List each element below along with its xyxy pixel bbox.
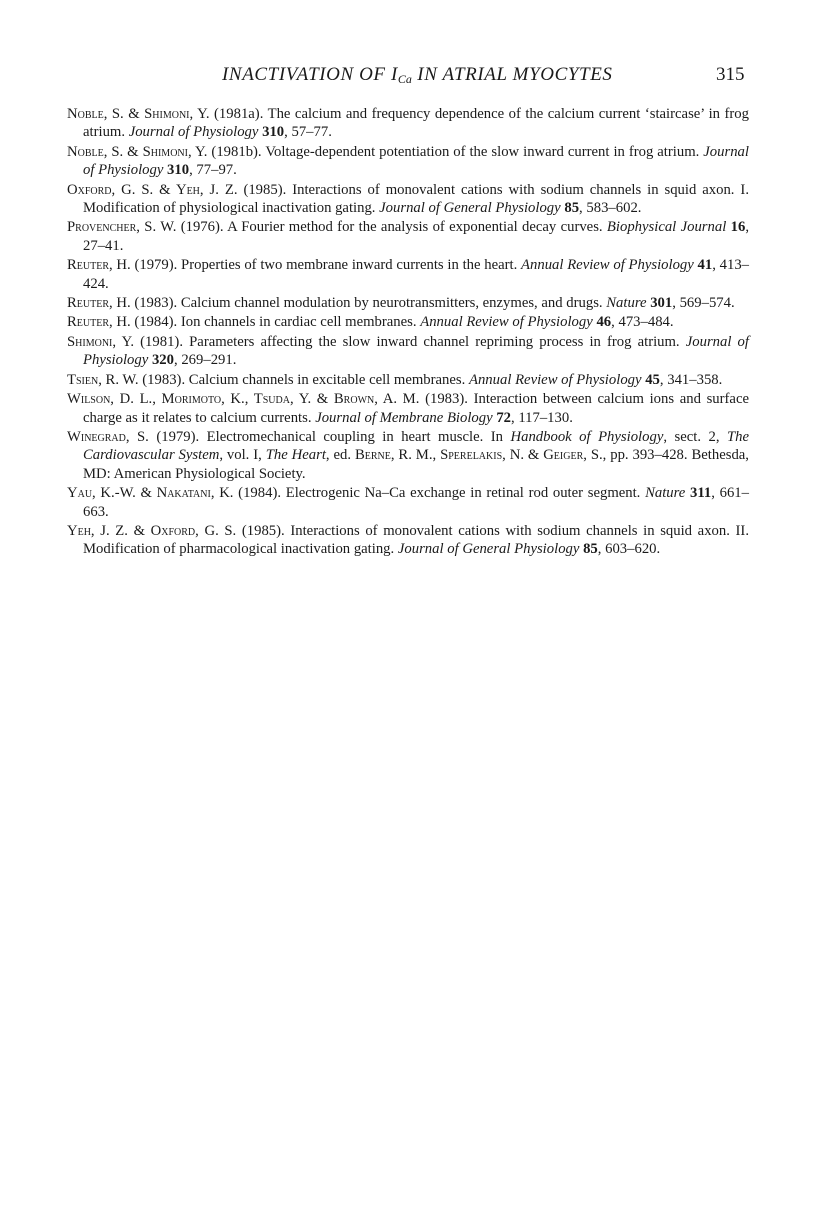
ref-title: Voltage-dependent potentiation of the slow inward current in frog atrium. [265, 143, 704, 160]
ref-year: (1981b). [207, 143, 266, 160]
ref-pages: , 27–41. [83, 219, 749, 254]
ref-journal: Journal of General Physiology [397, 541, 580, 558]
reference-shimoni-1981 [67, 333, 749, 370]
ref-pages: , 569–574. [672, 295, 735, 312]
ref-title: The calcium and frequency dependence of the calcium current ‘staircase’ in frog atrium. [83, 106, 749, 141]
reference-reuter-1983 [67, 294, 749, 312]
ref-journal: Nature [645, 485, 686, 502]
ref-journal: Journal of General Physiology [379, 200, 561, 217]
ref-pages: , 269–291. [173, 352, 237, 369]
ref-pages: , 77–97. [189, 162, 237, 179]
reference-yeh-1985 [67, 522, 749, 559]
ref-journal: Journal of Membrane Biology [315, 409, 493, 426]
ref-volume: 16 [726, 219, 746, 236]
ref-journal: Journal of Physiology [83, 333, 749, 369]
ref-series: The Cardiovascular System [83, 428, 750, 464]
reference-tsien-1983 [67, 371, 749, 389]
ref-year: (1979). [130, 257, 182, 274]
ref-journal: Biophysical Journal [606, 219, 727, 236]
ref-authors: Tsien, R. W. [67, 371, 139, 388]
ref-volume: 301 [646, 295, 673, 312]
ref-authors: Winegrad, S. [67, 428, 149, 445]
ref-pages: , 341–358. [659, 371, 723, 388]
ref-pages: , 413–424. [83, 257, 750, 292]
ref-title: Electrogenic Na–Ca exchange in retinal rod outer segment. [285, 485, 646, 502]
ref-journal: Annual Review of Physiology [420, 314, 593, 331]
ref-year: (1983). [419, 391, 474, 408]
ref-journal: Journal of Physiology [128, 124, 259, 141]
ref-authors: Wilson, D. L., Morimoto, K., Tsuda, Y. & Brown, A. M. [67, 391, 420, 408]
ref-year: (1985). [237, 181, 293, 198]
ref-volume: 320 [148, 352, 174, 369]
ref-authors: Reuter, H. [67, 257, 131, 274]
ref-year: (1976). [176, 219, 228, 236]
ref-journal: Annual Review of Physiology [468, 371, 642, 388]
reference-noble-1981a [67, 105, 749, 142]
ref-authors: Shimoni, Y. [67, 333, 135, 350]
reference-reuter-1979 [67, 256, 749, 293]
ref-title: Calcium channels in excitable cell membranes. [188, 371, 469, 388]
ref-volume: 310 [163, 162, 190, 179]
running-header [0, 64, 816, 94]
ref-year: (1983). [130, 295, 181, 312]
ref-volume: 85 [579, 541, 598, 558]
ref-ed: , ed. [325, 447, 355, 464]
ref-book-title: Handbook of Physiology [510, 428, 664, 445]
ref-pages: , 473–484. [611, 314, 674, 331]
ref-authors: Noble, S. & Shimoni, Y. [67, 106, 210, 122]
reference-noble-1981b [67, 143, 749, 180]
ref-title: Interactions of monovalent cations with sodium channels in squid axon. II. Modification of pharmacological inactivation gating. [83, 522, 749, 558]
ref-pages: , 603–620. [597, 541, 661, 558]
ref-volume: 311 [685, 485, 712, 502]
ref-journal: Journal of Physiology [83, 143, 749, 179]
ref-volume: 41 [693, 257, 713, 274]
ref-volume: 85 [560, 200, 580, 217]
ref-volume: 72 [492, 409, 511, 426]
ref-authors: Reuter, H. [67, 314, 131, 331]
reference-oxford-1985 [67, 181, 749, 218]
ref-editors: Berne, R. M., Sperelakis, N. & Geiger, S. [354, 447, 603, 464]
ref-year: (1979). [148, 428, 207, 445]
title-subscript: Ca [397, 72, 412, 86]
ref-pages: , 117–130. [511, 409, 573, 426]
reference-provencher-1976 [67, 218, 749, 255]
ref-authors: Oxford, G. S. & Yeh, J. Z. [67, 181, 238, 198]
ref-title: Electromechanical coupling in heart muscle. In [206, 428, 511, 445]
ref-section: , sect. 2, [663, 428, 727, 445]
ref-title: Interaction between calcium ions and surface charge as it relates to calcium currents. [83, 391, 749, 426]
ref-volume: 45 [641, 371, 660, 388]
ref-volume: 46 [592, 314, 612, 331]
ref-journal: Nature [606, 295, 647, 312]
page-number: 315 [716, 64, 745, 85]
ref-year: (1984). [130, 314, 181, 331]
ref-title: A Fourier method for the analysis of exponential decay curves. [227, 219, 607, 236]
ref-authors: Yau, K.-W. & Nakatani, K. [67, 485, 234, 502]
ref-volume: 310 [258, 124, 285, 141]
ref-year: (1983). [138, 371, 189, 388]
reference-list [67, 105, 749, 560]
ref-year: (1981a). [209, 106, 268, 122]
ref-authors: Yeh, J. Z. & Oxford, G. S. [67, 522, 237, 539]
ref-title: Ion channels in cardiac cell membranes. [180, 314, 421, 331]
reference-winegrad-1979 [67, 428, 749, 483]
ref-title: Calcium channel modulation by neurotransmitters, enzymes, and drugs. [180, 295, 607, 312]
reference-wilson-1983 [67, 390, 749, 427]
ref-authors: Provencher, S. W. [67, 219, 177, 236]
ref-vol: , vol. I, [219, 447, 266, 464]
ref-title: Interactions of monovalent cations with sodium channels in squid axon. I. Modification of physiological inactivation gating. [83, 181, 749, 217]
ref-publisher: , pp. 393–428. Bethesda, MD: American Physiological Society. [83, 447, 749, 482]
ref-volume-title: The Heart [265, 447, 326, 464]
ref-year: (1985). [236, 522, 291, 539]
ref-title: Parameters affecting the slow inward channel repriming process in frog atrium. [189, 333, 686, 350]
ref-year: (1984). [233, 485, 286, 502]
reference-yau-1984 [67, 484, 749, 521]
ref-year: (1981). [134, 333, 190, 350]
ref-title: Properties of two membrane inward currents in the heart. [181, 257, 522, 274]
ref-pages: , 661–663. [83, 485, 749, 520]
reference-reuter-1984 [67, 313, 749, 331]
ref-authors: Noble, S. & Shimoni, Y. [67, 143, 208, 160]
ref-pages: , 57–77. [284, 124, 332, 141]
ref-authors: Reuter, H. [67, 295, 131, 312]
ref-journal: Annual Review of Physiology [521, 257, 694, 274]
ref-pages: , 583–602. [579, 200, 642, 217]
running-title: INACTIVATION OF $I_{Ca}$ IN ATRIAL MYOCYTES [222, 64, 613, 86]
